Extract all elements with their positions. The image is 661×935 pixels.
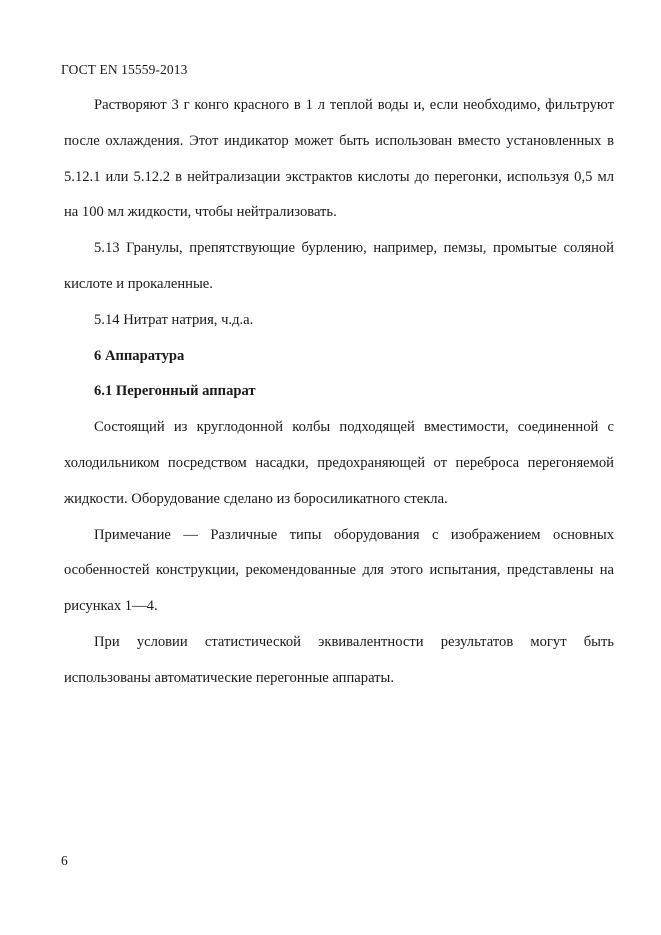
paragraph-apparatus-description: Состоящий из круглодонной колбы подходящей вместимости, соединенной с холодильником посредством насадки, предохраняющей от переброса перегоняемой жидкости. Оборудование сделано из боросиликатного стекла. [64, 419, 614, 507]
document-header: ГОСТ EN 15559-2013 [61, 62, 188, 77]
paragraph-note: Примечание — Различные типы оборудования с изображением основных особенностей конструкции, рекомендованные для этого испытания, представлены на рисунках 1—4. [64, 526, 614, 615]
paragraph-5-13: 5.13 Гранулы, препятствующие бурлению, например, пемзы, промытые соляной кислоте и прокаленные. [64, 240, 614, 292]
section-heading-6: 6 Аппаратура [94, 347, 185, 364]
paragraph-congo-red: Растворяют 3 г конго красного в 1 л теплой воды и, если необходимо, фильтруют после охлаждения. Этот индикатор может быть использован вместо установленных в 5.12.1 или 5.12.2 в нейтрализации экстрактов кислоты до перегонки, используя 0,5 мл на 100 мл жидкости, чтобы нейтрализовать. [64, 97, 614, 221]
document-body [64, 88, 614, 697]
subsection-heading-6-1: 6.1 Перегонный аппарат [94, 383, 256, 400]
paragraph-automatic-apparatus: При условии статистической эквивалентности результатов могут быть использованы автоматические перегонные аппараты. [64, 633, 614, 686]
paragraph-5-14: 5.14 Нитрат натрия, ч.д.а. [94, 311, 254, 328]
page-number: 6 [61, 853, 68, 868]
